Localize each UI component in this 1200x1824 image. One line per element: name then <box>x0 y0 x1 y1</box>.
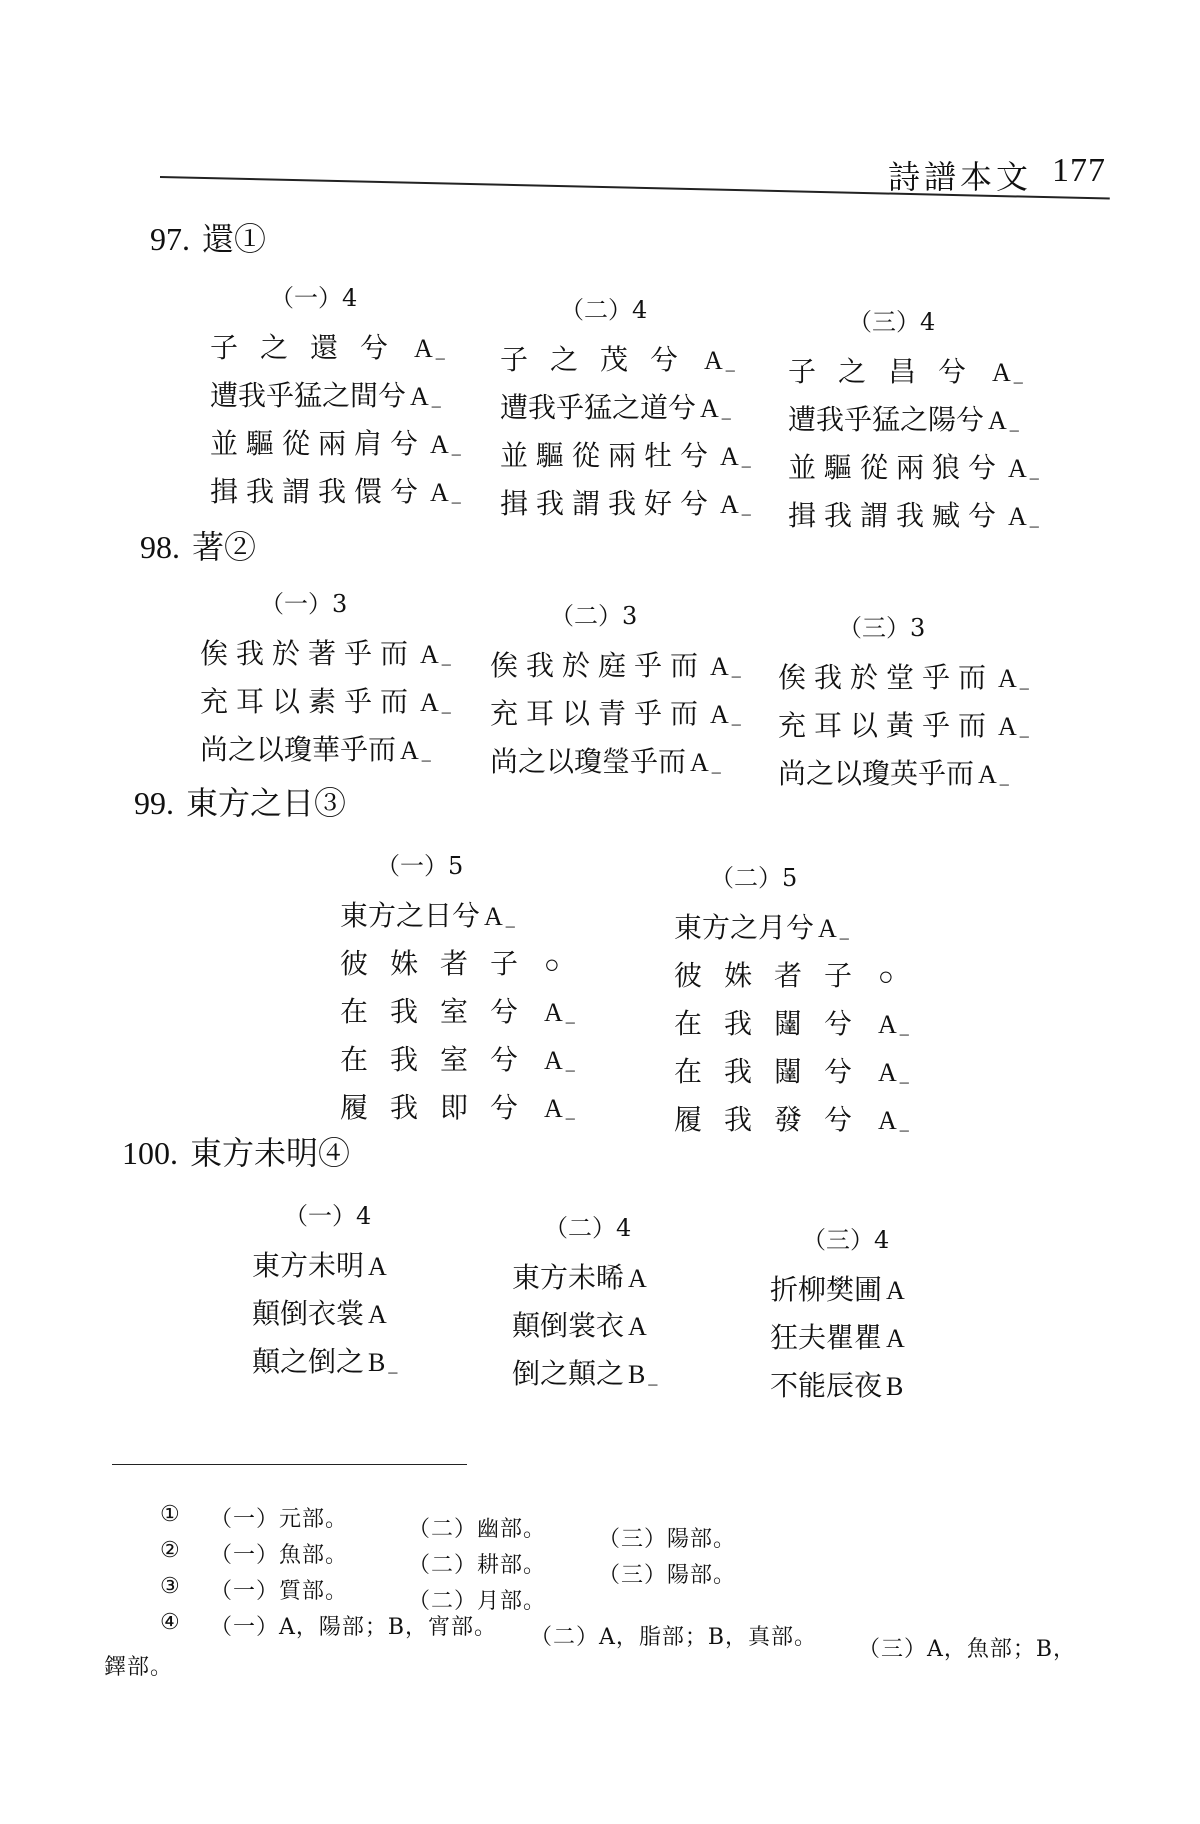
footnote-item: （三）陽部。 <box>598 1527 737 1552</box>
footnote-4 <box>160 1610 181 1635</box>
poem-number: 97. <box>150 221 190 257</box>
rhyme-mark: A <box>430 430 449 459</box>
verse-line: 充耳以素乎而 A _ <box>200 685 451 718</box>
verse-line: 在我闥兮 A _ <box>674 1007 909 1040</box>
footnote-ref: ③ <box>314 784 347 822</box>
verse-line: 並驅從兩狼兮 A _ <box>788 451 1039 484</box>
footnote-mark: ④ <box>160 1610 181 1635</box>
verse-line: 尚之以瓊華乎而 A _ <box>200 733 431 766</box>
running-title: 詩譜本文 <box>888 158 1033 196</box>
footnote-continuation: 鐸部。 <box>104 1655 174 1680</box>
verse-line: 在我室兮 A _ <box>340 1043 575 1076</box>
rhyme-mark: A <box>400 736 419 765</box>
rhyme-mark: A <box>886 1276 905 1305</box>
footnote-item: （三）A，魚部；B， <box>858 1637 1077 1662</box>
rhyme-mark: A <box>700 394 719 423</box>
verse-line: 尚之以瓊英乎而 A _ <box>778 757 1009 790</box>
verse-line: 東方之日兮 A _ <box>340 899 515 932</box>
verse-line: 俟我於堂乎而 A _ <box>778 661 1029 694</box>
rhyme-mark: A <box>1008 454 1027 483</box>
rhyme-mark: A <box>818 914 837 943</box>
rhyme-mark: B <box>628 1360 646 1389</box>
rhyme-mark: A <box>628 1312 647 1341</box>
rhyme-mark: A <box>720 490 739 519</box>
footnote-ref: ① <box>234 220 267 258</box>
rhyme-mark: A <box>368 1252 387 1281</box>
rhyme-mark: A <box>978 760 997 789</box>
rhyme-mark: A <box>704 346 723 375</box>
stanza-label: （三）4 <box>802 1226 890 1254</box>
stanza-98-1 <box>200 584 451 774</box>
verse-line: 顛倒衣裳 A <box>252 1297 387 1330</box>
rhyme-mark: A <box>544 998 563 1027</box>
footnote-item: （一）元部。 <box>210 1507 349 1532</box>
verse-line: 尚之以瓊瑩乎而 A _ <box>490 745 721 778</box>
verse-line: 顛倒裳衣 A <box>512 1309 647 1342</box>
stanza-97-3 <box>788 302 1039 540</box>
verse-line: 狂夫瞿瞿 A <box>770 1321 905 1354</box>
stanza-97-1 <box>210 278 461 516</box>
verse-line: 彼姝者子 ○ <box>340 947 560 980</box>
footnote-item: （一）質部。 <box>210 1579 349 1604</box>
rhyme-mark: A <box>410 382 429 411</box>
stanza-label: （二）5 <box>710 864 798 892</box>
stanza-label: （一）3 <box>260 590 348 618</box>
rhyme-mark: ○ <box>878 962 894 991</box>
footnote-item: （二）幽部。 <box>408 1517 547 1542</box>
poem-title-100 <box>122 1128 350 1174</box>
verse-line: 子之茂兮 A _ <box>500 343 735 376</box>
footnote-2 <box>160 1538 181 1563</box>
poem-number: 98. <box>140 529 180 565</box>
footnote-1 <box>160 1502 181 1527</box>
rhyme-mark: A <box>430 478 449 507</box>
poem-number: 100. <box>122 1135 178 1171</box>
rhyme-mark: A <box>998 664 1017 693</box>
poem-name: 東方之日 <box>186 784 315 822</box>
verse-line: 遭我乎猛之道兮 A _ <box>500 391 731 424</box>
verse-line: 倒之顛之 B _ <box>512 1357 658 1390</box>
rhyme-mark: A <box>1008 502 1027 531</box>
poem-title-97 <box>150 214 266 260</box>
stanza-label: （三）4 <box>848 308 936 336</box>
rhyme-mark: A <box>710 700 729 729</box>
rhyme-mark: A <box>484 902 503 931</box>
verse-line: 履我發兮 A _ <box>674 1103 909 1136</box>
stanza-label: （一）4 <box>284 1202 372 1230</box>
stanza-98-2 <box>490 596 741 786</box>
verse-line: 彼姝者子 ○ <box>674 959 894 992</box>
footnote-mark: ② <box>160 1538 181 1563</box>
rhyme-mark: A <box>886 1324 905 1353</box>
stanza-99-1 <box>340 846 575 1132</box>
rhyme-mark: A <box>544 1094 563 1123</box>
rhyme-mark: A <box>420 688 439 717</box>
rhyme-mark: B <box>886 1372 904 1401</box>
poem-number: 99. <box>134 785 174 821</box>
rhyme-mark: A <box>420 640 439 669</box>
rhyme-mark: A <box>878 1058 897 1087</box>
footnote-3 <box>160 1574 181 1599</box>
poem-name: 還 <box>202 220 235 258</box>
footnote-item: （二）A，脂部；B，真部。 <box>530 1625 818 1650</box>
footnote-mark: ③ <box>160 1574 181 1599</box>
rhyme-mark: A <box>710 652 729 681</box>
verse-line: 並驅從兩牡兮 A _ <box>500 439 751 472</box>
verse-line: 東方之月兮 A _ <box>674 911 849 944</box>
footnote-item: （一）魚部。 <box>210 1543 349 1568</box>
rhyme-mark: A <box>414 334 433 363</box>
rhyme-mark: ○ <box>544 950 560 979</box>
stanza-label: （二）4 <box>544 1214 632 1242</box>
stanza-99-2 <box>674 858 909 1144</box>
footnote-ref: ④ <box>318 1134 351 1172</box>
stanza-97-2 <box>500 290 751 528</box>
verse-line: 履我即兮 A _ <box>340 1091 575 1124</box>
stanza-100-2 <box>512 1208 657 1398</box>
stanza-98-3 <box>778 608 1029 798</box>
rhyme-mark: A <box>992 358 1011 387</box>
rhyme-mark: A <box>690 748 709 777</box>
footnote-item: （二）月部。 <box>408 1589 547 1614</box>
footnote-item: （三）陽部。 <box>598 1563 737 1588</box>
verse-line: 俟我於庭乎而 A _ <box>490 649 741 682</box>
rhyme-mark: A <box>368 1300 387 1329</box>
rhyme-mark: A <box>720 442 739 471</box>
verse-line: 充耳以青乎而 A _ <box>490 697 741 730</box>
verse-line: 在我室兮 A _ <box>340 995 575 1028</box>
verse-line: 遭我乎猛之間兮 A _ <box>210 379 441 412</box>
stanza-label: （二）3 <box>550 602 638 630</box>
rhyme-mark: A <box>988 406 1007 435</box>
verse-line: 東方未明 A <box>252 1249 387 1282</box>
poem-name: 著 <box>192 528 225 566</box>
verse-line: 子之還兮 A _ <box>210 331 445 364</box>
rhyme-mark: A <box>628 1264 647 1293</box>
verse-line: 並驅從兩肩兮 A _ <box>210 427 461 460</box>
verse-line: 充耳以黃乎而 A _ <box>778 709 1029 742</box>
verse-line: 在我闥兮 A _ <box>674 1055 909 1088</box>
stanza-label: （一）5 <box>376 852 464 880</box>
rhyme-mark: A <box>998 712 1017 741</box>
verse-line: 折柳樊圃 A <box>770 1273 905 1306</box>
stanza-100-1 <box>252 1196 397 1386</box>
footnote-mark: ① <box>160 1502 181 1527</box>
verse-line: 顛之倒之 B _ <box>252 1345 398 1378</box>
poem-name: 東方未明 <box>190 1134 319 1172</box>
rhyme-mark: A <box>878 1010 897 1039</box>
footnote-ref: ② <box>224 528 257 566</box>
poem-title-99 <box>134 778 346 824</box>
stanza-100-3 <box>770 1220 908 1410</box>
verse-line: 子之昌兮 A _ <box>788 355 1023 388</box>
footnote-rule <box>112 1464 467 1465</box>
rhyme-mark: B <box>368 1348 386 1377</box>
footnote-item: （二）耕部。 <box>408 1553 547 1578</box>
page-number: 177 <box>1052 152 1106 189</box>
verse-line: 遭我乎猛之陽兮 A _ <box>788 403 1019 436</box>
verse-line: 不能辰夜 B <box>770 1369 904 1402</box>
verse-line: 東方未晞 A <box>512 1261 647 1294</box>
verse-line: 揖我謂我臧兮 A _ <box>788 499 1039 532</box>
verse-line: 揖我謂我儇兮 A _ <box>210 475 461 508</box>
stanza-label: （二）4 <box>560 296 648 324</box>
verse-line: 揖我謂我好兮 A _ <box>500 487 751 520</box>
verse-line: 俟我於著乎而 A _ <box>200 637 451 670</box>
rhyme-mark: A <box>878 1106 897 1135</box>
stanza-label: （一）4 <box>270 284 358 312</box>
stanza-label: （三）3 <box>838 614 926 642</box>
poem-title-98 <box>140 522 256 568</box>
footnote-item: （一）A，陽部；B，宵部。 <box>210 1615 498 1640</box>
rhyme-mark: A <box>544 1046 563 1075</box>
